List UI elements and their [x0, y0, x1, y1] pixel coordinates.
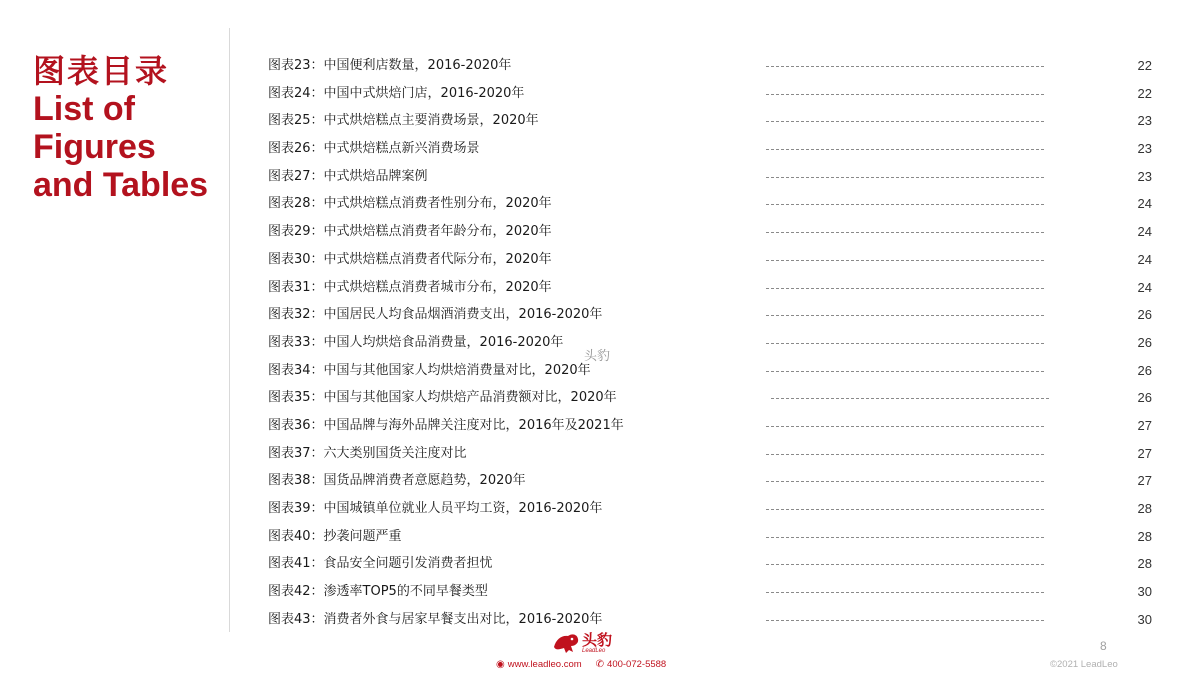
- toc-row[interactable]: [268, 163, 1158, 191]
- toc-leader-dots: [766, 426, 1044, 427]
- toc-row[interactable]: [268, 495, 1158, 523]
- toc-label: 图表35：中国与其他国家人均烘焙产品消费额对比，2020年: [268, 390, 617, 406]
- toc-label: 图表32：中国居民人均食品烟酒消费支出，2016-2020年: [268, 307, 603, 323]
- toc-label: 图表27：中式烘焙品牌案例: [268, 168, 428, 184]
- toc-label: 图表30：中式烘焙糕点消费者代际分布，2020年: [268, 251, 552, 267]
- toc-label: 图表38：国货品牌消费者意愿趋势，2020年: [268, 473, 526, 489]
- toc-leader-dots: [766, 66, 1044, 67]
- toc-page-number: 30: [1137, 611, 1152, 627]
- phone-icon: ✆: [595, 659, 605, 670]
- toc-leader-dots: [766, 371, 1044, 372]
- logo-zh: 头豹: [582, 630, 613, 649]
- toc-row[interactable]: [268, 467, 1158, 495]
- title-en-line3: and Tables: [33, 166, 209, 204]
- title-en-line1: List of: [33, 90, 135, 128]
- toc-page-number: 27: [1137, 417, 1152, 433]
- toc-label: 图表36：中国品牌与海外品牌关注度对比，2016年及2021年: [268, 417, 624, 433]
- phone-text: 400-072-5588: [607, 659, 667, 670]
- toc-leader-dots: [766, 343, 1044, 344]
- toc-row[interactable]: [268, 523, 1158, 551]
- toc-page-number: 27: [1137, 445, 1152, 461]
- footer-contacts: [496, 659, 666, 670]
- toc-page-number: 28: [1137, 501, 1152, 516]
- toc-page-number: 26: [1137, 390, 1152, 406]
- toc-page-number: 26: [1137, 362, 1152, 378]
- leopard-logo-icon: [552, 631, 580, 655]
- toc-leader-dots: [766, 204, 1044, 205]
- toc-label: 图表23：中国便利店数量，2016-2020年: [268, 58, 512, 73]
- title-zh: 图表目录: [33, 52, 170, 90]
- toc-leader-dots: [771, 398, 1049, 399]
- toc-row[interactable]: [268, 246, 1158, 274]
- toc-row[interactable]: [268, 301, 1158, 329]
- title-en-line2: Figures: [33, 128, 156, 166]
- copyright: ©2021 LeadLeo: [1050, 659, 1118, 670]
- toc-leader-dots: [766, 620, 1044, 621]
- toc-page-number: 28: [1137, 556, 1152, 572]
- toc-leader-dots: [766, 149, 1044, 150]
- toc-label: 图表34：中国与其他国家人均烘焙消费量对比，2020年: [268, 362, 591, 378]
- toc-row[interactable]: [268, 357, 1158, 385]
- toc-leader-dots: [766, 509, 1044, 510]
- toc-page-number: 22: [1137, 85, 1152, 101]
- globe-icon: ◉: [496, 659, 505, 670]
- toc-label: 图表25：中式烘焙糕点主要消费场景，2020年: [268, 113, 539, 129]
- toc-label: 图表39：中国城镇单位就业人员平均工资，2016-2020年: [268, 501, 603, 516]
- toc-label: 图表43：消费者外食与居家早餐支出对比，2016-2020年: [268, 611, 603, 627]
- toc-leader-dots: [766, 481, 1044, 482]
- toc-label: 图表26：中式烘焙糕点新兴消费场景: [268, 141, 480, 157]
- toc-page-number: 24: [1137, 279, 1152, 295]
- toc-row[interactable]: [268, 218, 1158, 246]
- toc-row[interactable]: [268, 329, 1158, 357]
- website-text: www.leadleo.com: [507, 659, 582, 670]
- toc-leader-dots: [766, 288, 1044, 289]
- toc-row[interactable]: [268, 135, 1158, 163]
- toc-label: 图表24：中国中式烘焙门店，2016-2020年: [268, 85, 525, 101]
- toc-page-number: 22: [1137, 58, 1152, 73]
- toc-list: [268, 52, 1158, 633]
- phone-contact[interactable]: [596, 659, 667, 670]
- toc-row[interactable]: [268, 578, 1158, 606]
- toc-page-number: 24: [1137, 224, 1152, 240]
- toc-page-number: 23: [1137, 113, 1152, 129]
- toc-label: 图表29：中式烘焙糕点消费者年龄分布，2020年: [268, 224, 552, 240]
- toc-label: 图表40：抄袭问题严重: [268, 528, 402, 544]
- toc-leader-dots: [766, 177, 1044, 178]
- toc-page-number: 26: [1137, 307, 1152, 323]
- toc-leader-dots: [766, 454, 1044, 455]
- toc-row[interactable]: [268, 52, 1158, 80]
- footer-logo: [552, 628, 612, 658]
- toc-leader-dots: [766, 121, 1044, 122]
- toc-row[interactable]: [268, 80, 1158, 108]
- toc-row[interactable]: [268, 384, 1158, 412]
- toc-label: 图表28：中式烘焙糕点消费者性别分布，2020年: [268, 196, 552, 212]
- toc-label: 图表37：六大类别国货关注度对比: [268, 445, 467, 461]
- toc-leader-dots: [766, 94, 1044, 95]
- toc-leader-dots: [766, 232, 1044, 233]
- toc-row[interactable]: [268, 440, 1158, 468]
- toc-row[interactable]: [268, 412, 1158, 440]
- logo-en: LeadLeo: [582, 647, 606, 654]
- toc-label: 图表31：中式烘焙糕点消费者城市分布，2020年: [268, 279, 552, 295]
- watermark: 头豹: [584, 349, 611, 364]
- toc-leader-dots: [766, 537, 1044, 538]
- website-link[interactable]: [496, 659, 582, 670]
- toc-page-number: 27: [1137, 473, 1152, 489]
- toc-leader-dots: [766, 592, 1044, 593]
- toc-page-number: 23: [1137, 141, 1152, 157]
- toc-row[interactable]: [268, 107, 1158, 135]
- toc-label: 图表41：食品安全问题引发消费者担忧: [268, 556, 493, 572]
- toc-page-number: 24: [1137, 251, 1152, 267]
- toc-leader-dots: [766, 260, 1044, 261]
- toc-row[interactable]: [268, 550, 1158, 578]
- toc-page-number: 24: [1137, 196, 1152, 212]
- toc-page-number: 28: [1137, 528, 1152, 544]
- toc-row[interactable]: [268, 190, 1158, 218]
- toc-page-number: 26: [1137, 334, 1152, 350]
- toc-row[interactable]: [268, 274, 1158, 302]
- vertical-divider: [229, 28, 230, 632]
- toc-leader-dots: [766, 315, 1044, 316]
- toc-label: 图表33：中国人均烘焙食品消费量，2016-2020年: [268, 334, 564, 350]
- page-title: [33, 52, 208, 204]
- page-number: 8: [1100, 639, 1107, 653]
- toc-page-number: 23: [1137, 168, 1152, 184]
- toc-label: 图表42：渗透率TOP5的不同早餐类型: [268, 584, 488, 600]
- toc-page-number: 30: [1137, 584, 1152, 600]
- toc-row[interactable]: [268, 606, 1158, 634]
- toc-leader-dots: [766, 564, 1044, 565]
